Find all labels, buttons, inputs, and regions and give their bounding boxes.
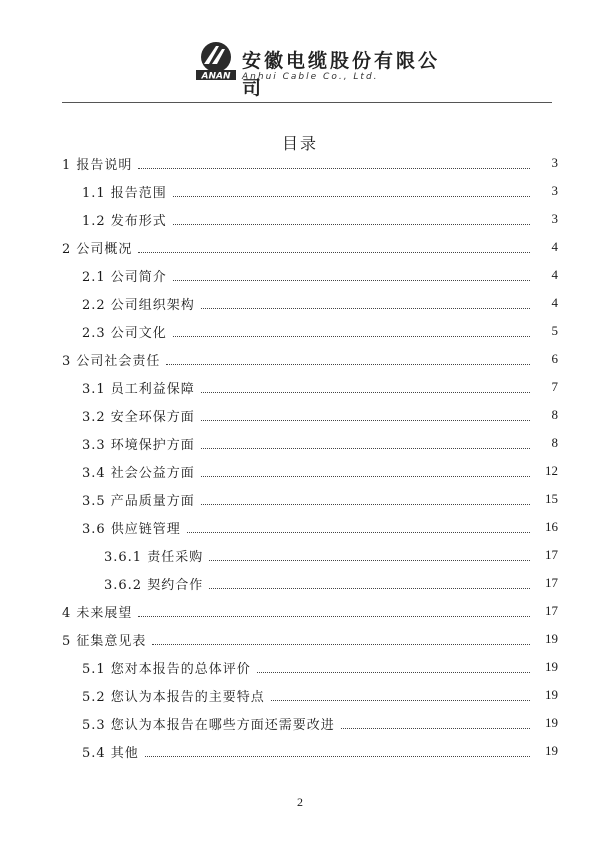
toc-entry-label: 5.2 您认为本报告的主要特点 bbox=[82, 689, 265, 705]
toc-entry[interactable] bbox=[62, 541, 558, 569]
toc-entry-label: 5.3 您认为本报告在哪些方面还需要改进 bbox=[82, 717, 335, 733]
company-name-cn: 安徽电缆股份有限公司 bbox=[242, 50, 441, 99]
toc-entry-page: 19 bbox=[545, 659, 558, 674]
toc-entry-label: 3.5 产品质量方面 bbox=[82, 493, 195, 509]
toc-entry[interactable] bbox=[62, 261, 558, 289]
toc-entry-page: 19 bbox=[545, 715, 558, 730]
toc-leader-dots bbox=[271, 700, 530, 701]
toc-entry-label: 2.1 公司简介 bbox=[82, 269, 167, 285]
toc-entry-label: 5 征集意见表 bbox=[62, 633, 147, 649]
toc-entry[interactable] bbox=[62, 653, 558, 681]
toc-entry-page: 4 bbox=[551, 267, 558, 282]
toc-leader-dots bbox=[201, 448, 530, 449]
toc-entry[interactable] bbox=[62, 569, 558, 597]
toc-entry-label: 3.2 安全环保方面 bbox=[82, 409, 195, 425]
toc-entry-page: 3 bbox=[551, 155, 558, 170]
toc-entry-label: 1.1 报告范围 bbox=[82, 185, 167, 201]
toc-entry-page: 19 bbox=[545, 743, 558, 758]
toc-entry[interactable] bbox=[62, 345, 558, 373]
toc-entry-label: 2.2 公司组织架构 bbox=[82, 297, 195, 313]
toc-leader-dots bbox=[173, 224, 530, 225]
toc-entry[interactable] bbox=[62, 233, 558, 261]
toc-entry-page: 8 bbox=[551, 435, 558, 450]
toc-leader-dots bbox=[145, 756, 530, 757]
toc-entry[interactable] bbox=[62, 177, 558, 205]
toc-entry-label: 2.3 公司文化 bbox=[82, 325, 167, 341]
toc-entry[interactable] bbox=[62, 597, 558, 625]
toc-entry-label: 5.1 您对本报告的总体评价 bbox=[82, 661, 251, 677]
toc-entry-page: 19 bbox=[545, 687, 558, 702]
toc-entry-label: 3.6.2 契约合作 bbox=[104, 577, 204, 593]
toc-leader-dots bbox=[173, 196, 530, 197]
toc-leader-dots bbox=[173, 336, 530, 337]
toc-entry-page: 3 bbox=[551, 183, 558, 198]
toc-entry-page: 17 bbox=[545, 603, 558, 618]
toc-entry[interactable] bbox=[62, 317, 558, 345]
logo-text: ANAN bbox=[201, 71, 231, 82]
toc-entry-label: 3.6.1 责任采购 bbox=[104, 549, 204, 565]
toc-leader-dots bbox=[138, 168, 530, 169]
toc-leader-dots bbox=[187, 532, 530, 533]
toc-entry[interactable] bbox=[62, 457, 558, 485]
toc-entry[interactable] bbox=[62, 625, 558, 653]
toc-entry[interactable] bbox=[62, 737, 558, 765]
toc-entry-label: 3.1 员工利益保障 bbox=[82, 381, 195, 397]
header-divider bbox=[62, 102, 552, 103]
toc-entry[interactable] bbox=[62, 429, 558, 457]
toc-entry-page: 17 bbox=[545, 575, 558, 590]
toc-entry[interactable] bbox=[62, 289, 558, 317]
toc-leader-dots bbox=[201, 476, 530, 477]
toc-leader-dots bbox=[152, 644, 530, 645]
toc-entry-label: 4 未来展望 bbox=[62, 605, 133, 621]
toc-entry-page: 3 bbox=[551, 211, 558, 226]
toc-entry-page: 15 bbox=[545, 491, 558, 506]
company-logo-icon bbox=[194, 40, 238, 84]
toc-leader-dots bbox=[209, 588, 530, 589]
toc-entry-label: 2 公司概况 bbox=[62, 241, 133, 257]
toc-leader-dots bbox=[201, 504, 530, 505]
toc-leader-dots bbox=[209, 560, 530, 561]
toc-entry[interactable] bbox=[62, 205, 558, 233]
toc-entry-label: 1 报告说明 bbox=[62, 157, 133, 173]
toc-entry-label: 1.2 发布形式 bbox=[82, 213, 167, 229]
toc-entry[interactable] bbox=[62, 485, 558, 513]
toc-entry-page: 8 bbox=[551, 407, 558, 422]
toc-entry[interactable] bbox=[62, 401, 558, 429]
toc-entry-page: 17 bbox=[545, 547, 558, 562]
toc-entry[interactable] bbox=[62, 373, 558, 401]
toc-entry-page: 16 bbox=[545, 519, 558, 534]
toc-leader-dots bbox=[201, 392, 530, 393]
toc-entry-label: 3.4 社会公益方面 bbox=[82, 465, 195, 481]
toc-leader-dots bbox=[257, 672, 530, 673]
toc-entry-page: 19 bbox=[545, 631, 558, 646]
toc-entry-page: 4 bbox=[551, 239, 558, 254]
toc-entry[interactable] bbox=[62, 681, 558, 709]
toc-title: 目录 bbox=[281, 134, 318, 153]
toc-entry-page: 5 bbox=[551, 323, 558, 338]
toc-leader-dots bbox=[173, 280, 530, 281]
page-number: 2 bbox=[297, 795, 303, 809]
toc-entry-page: 7 bbox=[551, 379, 558, 394]
toc-entry-page: 4 bbox=[551, 295, 558, 310]
toc-entry-label: 3 公司社会责任 bbox=[62, 353, 161, 369]
toc-entry-label: 5.4 其他 bbox=[82, 745, 139, 761]
toc-entry-label: 3.3 环境保护方面 bbox=[82, 437, 195, 453]
toc-entry[interactable] bbox=[62, 149, 558, 177]
toc-entry[interactable] bbox=[62, 513, 558, 541]
toc-leader-dots bbox=[201, 308, 530, 309]
toc-leader-dots bbox=[166, 364, 530, 365]
toc-entry-page: 12 bbox=[545, 463, 558, 478]
toc-leader-dots bbox=[138, 252, 530, 253]
toc-leader-dots bbox=[138, 616, 530, 617]
toc-entry-page: 6 bbox=[551, 351, 558, 366]
toc-entry[interactable] bbox=[62, 709, 558, 737]
toc-leader-dots bbox=[341, 728, 530, 729]
company-header bbox=[190, 38, 450, 99]
toc-leader-dots bbox=[201, 420, 530, 421]
toc-entry-label: 3.6 供应链管理 bbox=[82, 521, 181, 537]
company-name-en: Anhui Cable Co., Ltd. bbox=[242, 72, 379, 82]
